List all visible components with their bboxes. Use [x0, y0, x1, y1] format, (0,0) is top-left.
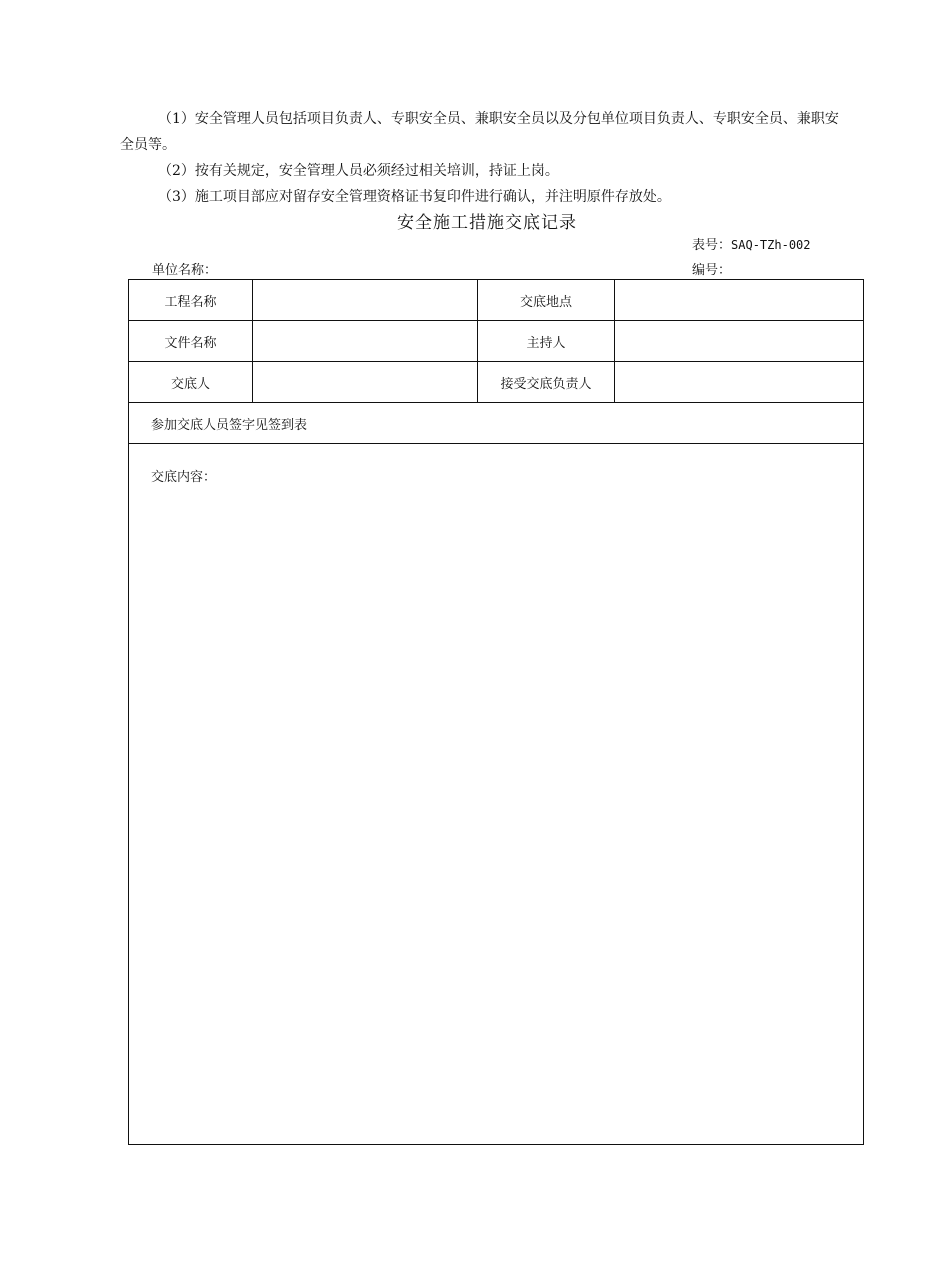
table-row [129, 444, 864, 1145]
form-number [692, 234, 811, 253]
presenter-field[interactable] [253, 362, 478, 403]
project-name-field[interactable] [253, 280, 478, 321]
attendees-note: 参加交底人员签字见签到表 [129, 403, 864, 444]
table-row [129, 321, 864, 362]
unit-name-label: 单位名称： [152, 263, 218, 278]
table-row [129, 280, 864, 321]
record-table [128, 279, 864, 1145]
form-title: 安全施工措施交底记录 [397, 213, 577, 233]
content-area[interactable] [129, 444, 864, 1145]
receiver-field[interactable] [615, 362, 864, 403]
receiver-label: 接受交底负责人 [478, 362, 615, 403]
note-3: （3）施工项目部应对留存安全管理资格证书复印件进行确认，并注明原件存放处。 [158, 189, 671, 205]
form-number-label: 表号： [692, 238, 732, 253]
document-name-label: 文件名称 [129, 321, 253, 362]
note-1: （1）安全管理人员包括项目负责人、专职安全员、兼职安全员以及分包单位项目负责人、专职安全员、兼职安全员等。 [120, 111, 839, 153]
host-field[interactable] [615, 321, 864, 362]
serial-number-label: 编号： [692, 263, 732, 278]
project-name-label: 工程名称 [129, 280, 253, 321]
host-label: 主持人 [478, 321, 615, 362]
document-name-field[interactable] [253, 321, 478, 362]
form-number-value: SAQ-TZh-002 [731, 238, 811, 252]
table-row [129, 403, 864, 444]
location-field[interactable] [615, 280, 864, 321]
note-2: （2）按有关规定，安全管理人员必须经过相关培训，持证上岗。 [158, 163, 559, 179]
table-row [129, 362, 864, 403]
content-label: 交底内容： [151, 470, 217, 485]
location-label: 交底地点 [478, 280, 615, 321]
notes-section [120, 106, 850, 210]
presenter-label: 交底人 [129, 362, 253, 403]
